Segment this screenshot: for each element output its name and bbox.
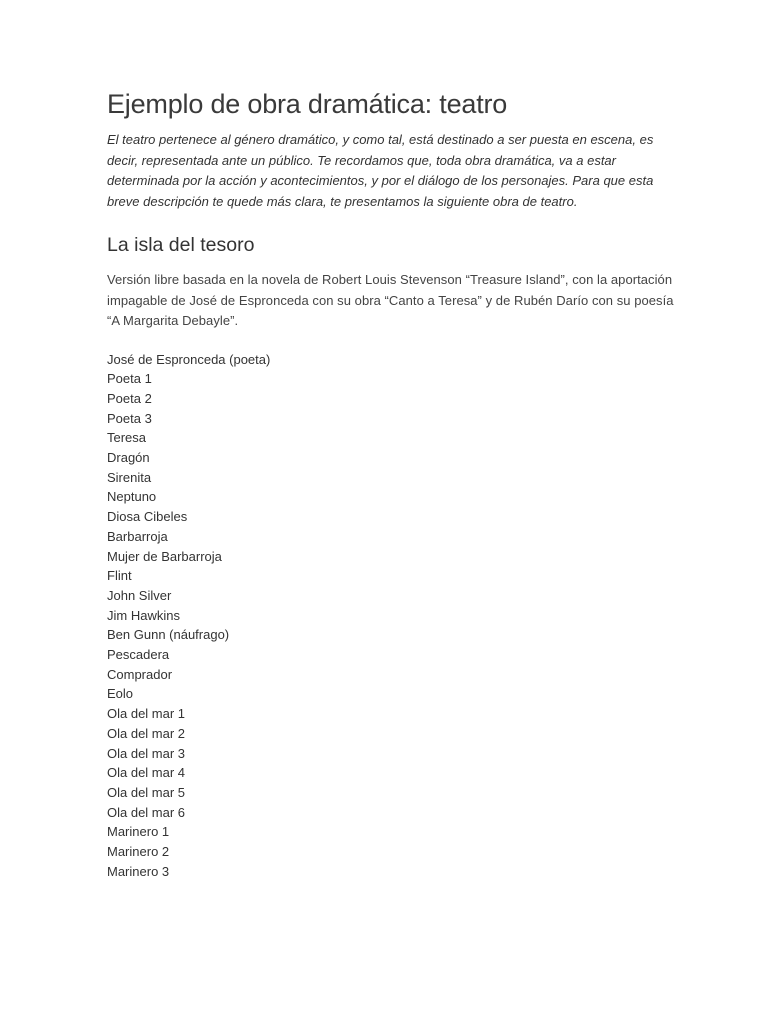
cast-item: Sirenita [107,469,152,485]
cast-item: John Silver [107,587,172,603]
cast-item: Ola del mar 4 [107,765,186,781]
cast-item: Marinero 1 [107,824,170,840]
document-page [107,84,687,881]
cast-item: Comprador [107,666,173,682]
cast-item: Pescadera [107,647,170,663]
play-description: Versión libre basada en la novela de Robert Louis Stevenson “Treasure Island”, con la aportación impagable de José de Espronceda con su obra “Canto a Teresa” y de Rubén Darío con su poesía “A Margarita Debayle”. [107,272,674,328]
cast-item: Ola del mar 2 [107,725,186,741]
cast-item: Jim Hawkins [107,607,180,623]
cast-item: Barbarroja [107,528,168,544]
cast-item: Poeta 1 [107,371,152,387]
cast-item: Marinero 2 [107,844,170,860]
cast-item: Mujer de Barbarroja [107,548,222,564]
cast-item: Marinero 3 [107,863,170,879]
cast-list [107,350,687,882]
intro-paragraph: El teatro pertenece al género dramático, y como tal, está destinado a ser puesta en escena, es decir, representada ante un público. Te recordamos que, toda obra dramática, va a estar determinada por la acción y acontecimientos, y por el diálogo de los personajes. Para que esta breve descripción te quede más clara, te presentamos la siguiente obra de teatro. [107,132,654,209]
cast-item: Eolo [107,686,134,702]
cast-item: Poeta 3 [107,410,152,426]
cast-item: Ola del mar 1 [107,706,186,722]
cast-item: Ben Gunn (náufrago) [107,627,230,643]
section-title: La isla del tesoro [107,234,255,256]
page-title: Ejemplo de obra dramática: teatro [107,89,508,119]
cast-item: Flint [107,568,132,584]
cast-item: Ola del mar 3 [107,745,186,761]
cast-item: Ola del mar 6 [107,804,186,820]
cast-item: Diosa Cibeles [107,509,188,525]
cast-item: Neptuno [107,489,157,505]
cast-item: Dragón [107,450,150,466]
cast-item: Ola del mar 5 [107,784,186,800]
cast-item: Teresa [107,430,147,446]
cast-item: José de Espronceda (poeta) [107,351,271,367]
cast-item: Poeta 2 [107,390,152,406]
